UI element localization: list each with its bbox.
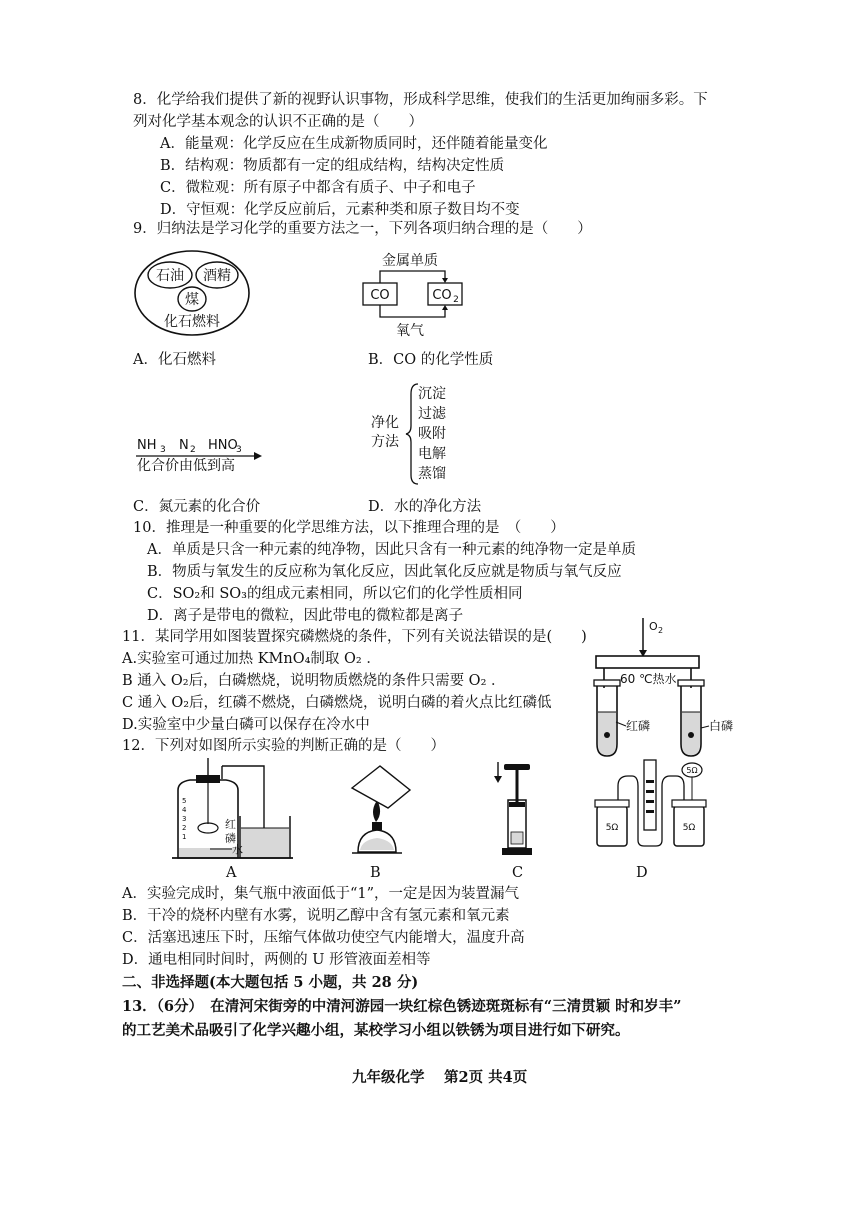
fig-c-sub-3: 3 bbox=[236, 445, 242, 455]
q10-option-a: A．单质是只含一种元素的纯净物，因此只含有一种元素的纯净物一定是单质 bbox=[147, 542, 636, 558]
fig-a-scale-4: 4 bbox=[182, 806, 187, 814]
fig-a-group-label: 化石燃料 bbox=[164, 314, 220, 330]
q11-option-a: A.实验室可通过加热 KMnO₄制取 O₂ ． bbox=[122, 651, 381, 667]
q11-option-d: D.实验室中少量白磷可以保存在冷水中 bbox=[122, 717, 370, 733]
q9-stem: 9．归纳法是学习化学的重要方法之一，下列各项归纳合理的是（ ） bbox=[133, 221, 592, 237]
fig-d-brace bbox=[406, 384, 418, 484]
fig-d-label-1: 净化 bbox=[371, 415, 399, 431]
q10-stem: 10．推理是一种重要的化学思维方法，以下推理合理的是 （ ） bbox=[133, 520, 565, 536]
q9-caption-d: D．水的净化方法 bbox=[368, 499, 482, 515]
fig-c-sub-1: 3 bbox=[160, 445, 166, 455]
fig-b-right-sub: 2 bbox=[453, 295, 459, 305]
q11-water-label: 60 ℃热水 bbox=[620, 672, 677, 686]
q13-line2: 的工艺美术品吸引了化学兴趣小组，某校学习小组以铁锈为项目进行如下研究。 bbox=[122, 1022, 630, 1039]
fig-b-bottom-label: 氧气 bbox=[396, 323, 424, 339]
q12-option-c: C．活塞迅速压下时，压缩气体做功使空气内能增大，温度升高 bbox=[122, 930, 525, 946]
q12-option-a: A．实验完成时，集气瓶中液面低于“1”，一定是因为装置漏气 bbox=[122, 886, 520, 902]
fig-c-species-3: HNO bbox=[208, 438, 238, 453]
q8-option-c: C．微粒观：所有原子中都含有质子、中子和电子 bbox=[160, 180, 476, 196]
q8-option-b: B．结构观：物质都有一定的组成结构，结构决定性质 bbox=[160, 158, 505, 174]
q12-caption-b: B bbox=[370, 865, 381, 881]
section2-heading: 二、非选择题(本大题包括 5 小题，共 28 分) bbox=[122, 974, 419, 991]
fig-d-method-2: 过滤 bbox=[418, 406, 446, 422]
fig-a-item-alcohol: 酒精 bbox=[203, 268, 231, 284]
q11-gas-sub: 2 bbox=[658, 626, 664, 635]
fig-a-scale-5: 5 bbox=[182, 797, 187, 805]
fig-a-label-red: 红 bbox=[225, 818, 236, 831]
q11-gas-label: O bbox=[649, 620, 658, 633]
fig-d-method-1: 沉淀 bbox=[418, 386, 446, 402]
fig-c-sub-2: 2 bbox=[190, 445, 196, 455]
q8-stem-line1: 8．化学给我们提供了新的视野认识事物，形成科学思维，使我们的生活更加绚丽多彩。下 bbox=[133, 92, 708, 108]
q8-option-a: A．能量观：化学反应在生成新物质同时，还伴随着能量变化 bbox=[160, 136, 548, 152]
q10-option-d: D．离子是带电的微粒，因此带电的微粒都是离子 bbox=[147, 608, 464, 624]
q9-caption-b: B．CO 的化学性质 bbox=[368, 352, 494, 368]
fig-b-left-box: CO bbox=[370, 288, 390, 303]
fig-d-label-2: 方法 bbox=[371, 434, 399, 450]
q10-option-c: C．SO₂和 SO₃的组成元素相同，所以它们的化学性质相同 bbox=[147, 586, 523, 602]
q11-white-phosphorus-label: 白磷 bbox=[709, 719, 734, 733]
q9-figure-b-co-properties bbox=[358, 250, 468, 342]
fig-d-left-resistor: 5Ω bbox=[605, 823, 619, 833]
fig-c-axis-label: 化合价由低到高 bbox=[137, 458, 235, 474]
fig-d-method-4: 电解 bbox=[418, 446, 446, 462]
fig-a-label-phosphorus: 磷 bbox=[225, 832, 236, 845]
q12-figure-c-piston-cylinder bbox=[490, 760, 540, 860]
q12-option-b: B．干冷的烧杯内壁有水雾，说明乙醇中含有氢元素和氧元素 bbox=[122, 908, 510, 924]
q12-caption-d: D bbox=[636, 865, 648, 881]
q9-figure-a-fossil-fuels bbox=[130, 248, 260, 344]
q10-option-b: B．物质与氧发生的反应称为氧化反应，因此氧化反应就是物质与氧气反应 bbox=[147, 564, 622, 580]
q8-option-d: D．守恒观：化学反应前后，元素种类和原子数目均不变 bbox=[160, 202, 520, 218]
fig-b-top-label: 金属单质 bbox=[382, 253, 438, 269]
fig-c-species-1: NH bbox=[137, 438, 157, 453]
q12-caption-c: C bbox=[512, 865, 524, 881]
fig-b-right-box: CO bbox=[432, 288, 452, 303]
fig-a-label-water: 水 bbox=[232, 843, 243, 856]
fig-a-scale-1: 1 bbox=[182, 833, 187, 841]
fig-a-item-oil: 石油 bbox=[156, 268, 184, 284]
q9-caption-a: A．化石燃料 bbox=[133, 352, 216, 368]
q12-stem: 12．下列对如图所示实验的判断正确的是（ ） bbox=[122, 738, 445, 754]
fig-c-species-2: N bbox=[179, 438, 189, 453]
fig-d-top-resistor: 5Ω bbox=[686, 766, 698, 775]
fig-d-right-resistor: 5Ω bbox=[682, 823, 696, 833]
q11-figure-phosphorus-apparatus bbox=[586, 618, 746, 768]
fig-a-item-coal: 煤 bbox=[185, 292, 199, 308]
fig-a-scale-2: 2 bbox=[182, 824, 187, 832]
q8-stem-line2: 列对化学基本观念的认识不正确的是（ ） bbox=[133, 114, 423, 130]
fig-d-method-3: 吸附 bbox=[418, 426, 446, 442]
fig-d-method-5: 蒸馏 bbox=[418, 466, 446, 482]
q11-stem: 11．某同学用如图装置探究磷燃烧的条件，下列有关说法错误的是( ) bbox=[122, 629, 587, 645]
q9-figure-d-water-purification bbox=[368, 380, 458, 488]
q11-option-b: B 通入 O₂后，白磷燃烧，说明物质燃烧的条件只需要 O₂ ． bbox=[122, 673, 506, 689]
q12-caption-a: A bbox=[226, 865, 237, 881]
q9-caption-c: C．氮元素的化合价 bbox=[133, 499, 261, 515]
q12-option-d: D．通电相同时间时，两侧的 U 形管液面差相等 bbox=[122, 952, 431, 968]
q12-figure-d-joule-heating bbox=[592, 760, 712, 852]
page-footer: 九年级化学 第2页 共4页 bbox=[352, 1069, 528, 1086]
q11-red-phosphorus-label: 红磷 bbox=[626, 719, 651, 733]
fig-a-scale-3: 3 bbox=[182, 815, 187, 823]
q9-figure-c-nitrogen-valence bbox=[132, 436, 267, 474]
q13-line1: 13．（6分） 在清河宋街旁的中清河游园一块红棕色锈迹斑斑标有“三清贯颖 时和岁丰” bbox=[122, 998, 682, 1015]
q12-figure-b-alcohol-lamp bbox=[340, 760, 420, 860]
q11-option-c: C 通入 O₂后，红磷不燃烧，白磷燃烧，说明白磷的着火点比红磷低 bbox=[122, 695, 552, 711]
q12-figure-a-oxygen-content bbox=[170, 758, 300, 863]
